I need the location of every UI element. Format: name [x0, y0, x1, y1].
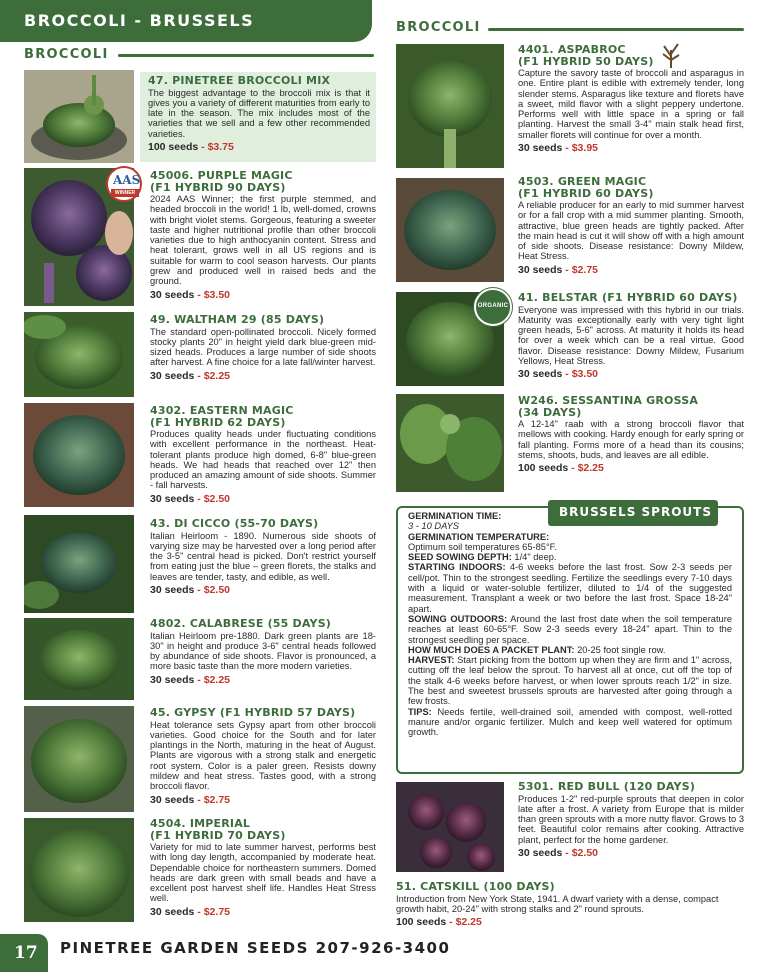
item-aspabroc [518, 44, 744, 153]
indoors-value: 4-6 weeks before the last frost. Sow 2-3 seeds per cell/pot. Thin to the strongest seedling. Fertilize the seedlings every 7-10 days with a liquid or water-soluble fertilizer, diluted to 1/4 of the suggested measurement. Transplant a week or two before the last frost. Space 18-24" apart. [408, 562, 732, 614]
item-description: Italian Heirloom - 1890. Numerous side shoots of varying size may be harvested over a long period after the 3-5" central head is picked. Don't restrict yourself from eating just the blue – green florets, the stalks and leaves are tender, tasty, and edible, as well. [150, 530, 376, 582]
item-title: 49. WALTHAM 29 (85 DAYS) [150, 313, 325, 326]
germ-time-value: 3 - 10 DAYS [408, 521, 459, 532]
item-description: 2024 AAS Winner; the first purple stemmed, and headed broccoli in the world! 1 lb, well-domed, crowns with bright violet stems. Gorgeous, featuring a sweeter taste and higher nutritional profile than other broccoli varieties due to high anthocyanin content. Stress and heat tolerant, grows well in all US regions and is suitable for warm to cool season harvests. Our plants grew and produced well in raised beds and the ground. [150, 194, 376, 287]
photo-green-magic [396, 178, 504, 282]
subhead-broccoli-left: BROCCOLI [24, 47, 109, 62]
item-price: 30 seeds - $2.75 [150, 793, 230, 806]
item-price: 30 seeds - $2.50 [150, 492, 230, 505]
item-price: 100 seeds - $3.75 [148, 140, 234, 153]
footer-contact: PINETREE GARDEN SEEDS 207-926-3400 [60, 939, 451, 957]
seed-count: 30 seeds [150, 492, 195, 505]
category-title: BROCCOLI - BRUSSELS [24, 11, 255, 30]
item-subtitle: (F1 HYBRID 62 DAYS) [150, 415, 286, 429]
item-price: 30 seeds - $3.50 [518, 368, 598, 381]
photo-sessantina [396, 394, 504, 492]
subhead-rule-right [488, 28, 744, 31]
item-broccoli-mix [148, 75, 370, 152]
subhead-broccoli-right: BROCCOLI [396, 20, 481, 35]
harvest-value: Start picking from the bottom up when they are firm and 1" across, cutting off the leaf below the sprout. To harvest all at once, cut off the top of the stalk 4-6 weeks before harvest, or when lower sprouts reach 1/2" in size. The best and sweetest brussels sprouts are harvested after going through a few frosts. [408, 655, 732, 707]
seed-count: 30 seeds [150, 369, 195, 382]
photo-di-cicco [24, 515, 134, 613]
tips-label: TIPS: [408, 706, 432, 717]
photo-broccoli-mix [24, 70, 134, 163]
price-amount: $3.50 [203, 288, 230, 301]
item-belstar [518, 292, 744, 380]
price-amount: $2.25 [203, 673, 230, 686]
seed-count: 30 seeds [518, 142, 563, 155]
photo-gypsy [24, 706, 134, 812]
price-amount: $2.75 [203, 793, 230, 806]
item-eastern-magic [150, 405, 376, 504]
packet-value: 20-25 foot single row. [577, 644, 666, 655]
item-price: 100 seeds - $2.25 [396, 916, 482, 929]
outdoors-label: SOWING OUTDOORS: [408, 613, 508, 624]
item-gypsy [150, 707, 376, 805]
seed-count: 30 seeds [150, 583, 195, 596]
category-header [0, 0, 372, 42]
item-title: 43. DI CICCO (55-70 DAYS) [150, 517, 319, 530]
photo-imperial [24, 818, 134, 922]
item-price: 30 seeds - $2.25 [150, 673, 230, 686]
item-description: Variety for mid to late summer harvest, performs best with long day length, accompanied by moderate heat. Dependable choice for northeastern summers. Domed heads are dark green with small beads and have a excellent post harvest shelf life. Handles Heat Stress well. [150, 842, 376, 904]
germ-temp-label: GERMINATION TEMPERATURE: [408, 531, 550, 542]
badge-top-text: AAS [113, 173, 141, 187]
item-description: A 12-14" raab with a strong broccoli flavor that mellows with cooking. Hardy enough for early spring or fall planting. Forms more of a head than its cousins; stems, shoots, buds, and leaves are all edible. [518, 419, 744, 460]
photo-calabrese [24, 618, 134, 700]
aas-winner-badge [106, 166, 142, 202]
item-title: 4802. CALABRESE (55 DAYS) [150, 617, 332, 630]
price-amount: $2.50 [203, 492, 230, 505]
item-price: 30 seeds - $2.75 [150, 905, 230, 918]
item-subtitle: (F1 HYBRID 60 DAYS) [518, 186, 654, 200]
item-imperial [150, 818, 376, 917]
item-price: 30 seeds - $3.95 [518, 142, 598, 155]
germ-temp-value: Optimum soil temperatures 65-85°F. [408, 541, 557, 552]
item-price: 100 seeds - $2.25 [518, 462, 604, 475]
photo-eastern-magic [24, 403, 134, 507]
item-subtitle: (F1 HYBRID 90 DAYS) [150, 180, 286, 194]
item-price: 30 seeds - $2.50 [150, 583, 230, 596]
depth-label: SEED SOWING DEPTH: [408, 552, 512, 563]
page-number-tab [0, 934, 48, 972]
item-description: Everyone was impressed with this hybrid in our trials. Maturity was exceptionally early with very tight light green heads, 5-6" across. At maturity it holds its head for over a week which can be a real virtue. Good flavor. Disease resistance: Downy Mildew, Fusarium Yellows, Heat Stress. [518, 304, 744, 366]
price-amount: $3.50 [571, 368, 598, 381]
price-amount: $2.25 [455, 916, 482, 929]
item-title: W246. SESSANTINA GROSSA [518, 394, 699, 407]
item-description: Produces quality heads under fluctuating conditions with excellent performance in the northeast. Heat-tolerant plants produce high domed, 6-8" blue-green heads. We had heads that reached over 12" then produced an amazing amount of side shoots. Summer - fall harvests. [150, 429, 376, 491]
price-amount: $2.50 [203, 583, 230, 596]
item-price: 30 seeds - $2.50 [518, 846, 598, 859]
item-di-cicco [150, 518, 376, 595]
page-number: 17 [14, 943, 38, 963]
item-title: 47. PINETREE BROCCOLI MIX [148, 74, 331, 87]
seed-count: 100 seeds [396, 916, 447, 929]
item-description: Italian Heirloom pre-1880. Dark green plants are 18-30" in height and produce 3-6" central heads followed by abundance of side shoots. Flavor is pronounced, a more basic taste than the more modern varieties. [150, 630, 376, 672]
growing-instructions [408, 511, 732, 738]
seed-count: 30 seeds [518, 263, 563, 276]
depth-value: 1/4" deep. [514, 552, 557, 563]
item-red-bull [518, 781, 744, 858]
price-amount: $2.75 [571, 263, 598, 276]
seed-count: 30 seeds [518, 846, 563, 859]
item-title: 4504. IMPERIAL [150, 817, 251, 830]
price-amount: $3.75 [207, 140, 234, 153]
item-subtitle: (F1 HYBRID 50 DAYS) [518, 54, 654, 68]
item-description: Capture the savory taste of broccoli and asparagus in one. Entire plant is edible with extremely tender, long slender stems. Asparagus like texture and florets have a sweet, mild flavor with a slight peppery undertone. Performs well with little space in a spring or fall planting. Harvest the small 3-4" main stalk head first, smaller florets will continue for over a month. [518, 68, 744, 140]
tips-value: Needs fertile, well-drained soil, amended with compost, well-rotted manure and/or organic fertilizer. Mulch and keep well watered for optimum growth. [408, 706, 732, 738]
item-description: The biggest advantage to the broccoli mix is that it gives you a variety of different maturities from early to late in the season. The mix includes most of the varieties that we sell and a few other recommended varieties. [148, 87, 370, 139]
organic-badge [474, 288, 512, 326]
item-calabrese [150, 618, 376, 685]
price-amount: $3.95 [571, 142, 598, 155]
item-title: 4302. EASTERN MAGIC [150, 404, 294, 417]
seed-count: 30 seeds [518, 368, 563, 381]
item-description: Introduction from New York State, 1941. A dwarf variety with a dense, compact growth habit, 20-24" with strong stalks and 2" round sprouts. [396, 893, 719, 914]
badge-bottom-text: WINNER [111, 189, 139, 197]
item-green-magic [518, 176, 744, 275]
seed-count: 30 seeds [150, 793, 195, 806]
item-title: 51. CATSKILL (100 DAYS) [396, 880, 555, 893]
item-description: A reliable producer for an early to mid summer harvest or for a fall crop with a mid summer planting. Smooth, attractive, blue green heads are tightly packed. After the main head is cut it will show off with a high amount of side shoots. Disease resistance: Downy Mildew, Heat Stress. [518, 200, 744, 262]
item-description: Heat tolerance sets Gypsy apart from other broccoli varieties. Good choice for the South and for later plantings in the North, maturing in the heat of August. Plants are vigorous with a strong stalk and energetic root system. Color is a paler green. Resists downy mildew and heat stress. Tastes good, with a strong broccoli flavor. [150, 719, 376, 792]
item-title: 4503. GREEN MAGIC [518, 175, 647, 188]
item-waltham [150, 314, 376, 381]
item-description: The standard open-pollinated broccoli. Nicely formed stocky plants 20" in height yield dark blue-green mid-sized heads. Produces a large number of side shoots after harvest. A fine choice for a late fall/winter harvest. [150, 326, 376, 368]
photo-aspabroc [396, 44, 504, 168]
subhead-rule-left [118, 54, 374, 57]
seed-count: 30 seeds [150, 288, 195, 301]
item-description: Produces 1-2" red-purple sprouts that deepen in color late after a frost. A variety from Europe that is milder than green sprouts with a more nutty flavor. Grows to 3 feet. Beautiful color remains after cooking. Attractive plant, perfect for the home gardener. [518, 793, 744, 845]
price-amount: $2.75 [203, 905, 230, 918]
item-price: 30 seeds - $2.75 [518, 263, 598, 276]
harvest-label: HARVEST: [408, 655, 455, 666]
seed-count: 100 seeds [148, 140, 199, 153]
item-title: 45. GYPSY (F1 HYBRID 57 DAYS) [150, 706, 356, 719]
price-amount: $2.50 [571, 846, 598, 859]
plant-sprout-icon [660, 42, 682, 68]
seed-count: 100 seeds [518, 462, 569, 475]
item-title: 5301. RED BULL (120 DAYS) [518, 780, 696, 793]
indoors-label: STARTING INDOORS: [408, 562, 506, 573]
seed-count: 30 seeds [150, 905, 195, 918]
photo-red-bull [396, 782, 504, 872]
outdoors-value: Around the last frost date when the soil temperature reaches at least 60-65°F. Sow 2-3 seeds every 18-24" apart. Thin to the strongest seedling per space. [408, 613, 732, 645]
photo-waltham [24, 312, 134, 397]
brussels-sprouts-heading: BRUSSELS SPROUTS [559, 505, 712, 519]
price-amount: $2.25 [203, 369, 230, 382]
item-purple-magic [150, 170, 376, 300]
packet-label: HOW MUCH DOES A PACKET PLANT: [408, 644, 575, 655]
item-price: 30 seeds - $3.50 [150, 288, 230, 301]
item-sessantina [518, 395, 744, 473]
item-catskill [396, 881, 744, 927]
germ-time-label: GERMINATION TIME: [408, 511, 502, 521]
item-subtitle: (F1 HYBRID 70 DAYS) [150, 828, 286, 842]
organic-badge-text: ORGANIC [477, 303, 509, 309]
item-title: 41. BELSTAR (F1 HYBRID 60 DAYS) [518, 291, 738, 304]
price-amount: $2.25 [577, 462, 604, 475]
item-price: 30 seeds - $2.25 [150, 369, 230, 382]
seed-count: 30 seeds [150, 673, 195, 686]
item-title: 4401. ASPABROC [518, 43, 626, 56]
item-title: 45006. PURPLE MAGIC [150, 169, 293, 182]
item-subtitle: (34 DAYS) [518, 405, 582, 419]
